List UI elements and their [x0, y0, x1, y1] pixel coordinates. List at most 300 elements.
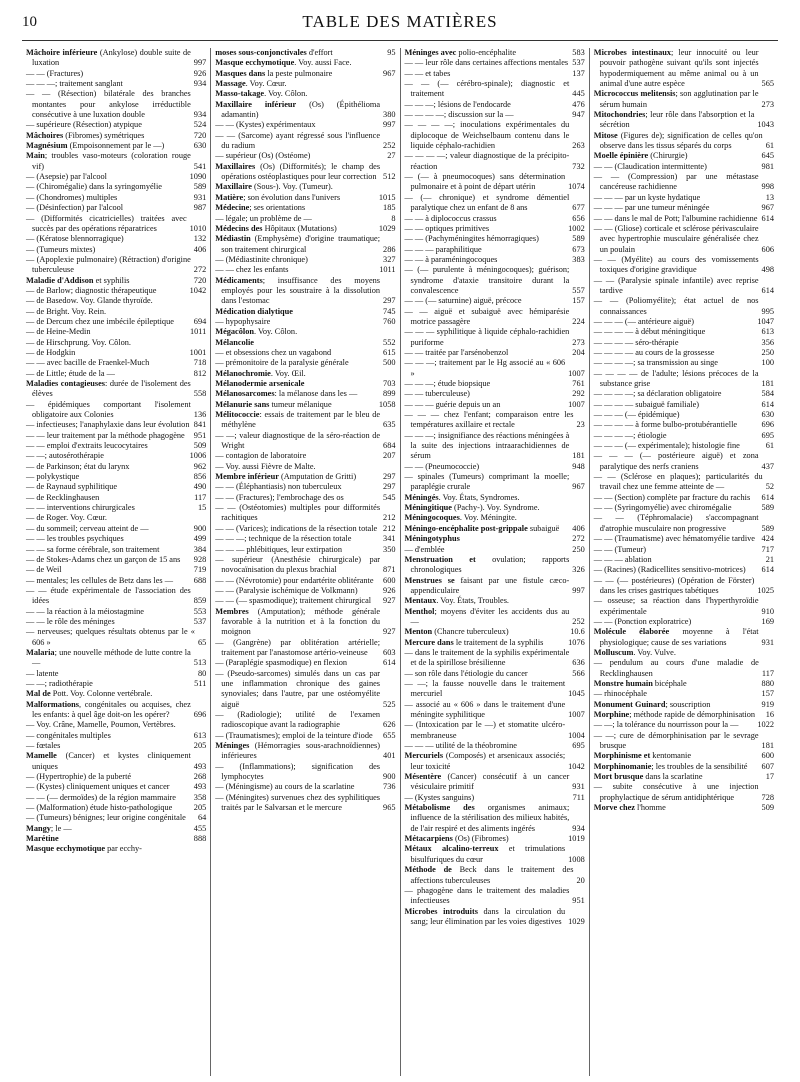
index-entry-page: 512 — [383, 172, 396, 182]
index-entry-text: — — (Résection) bilatérale des branches montantes pour ankylose irréductible consécutive à une luxation double — [26, 89, 191, 120]
index-entry — [215, 79, 395, 89]
index-entry — [215, 317, 395, 327]
index-entry — [215, 596, 395, 606]
index-entry-text: Mésentère (Cancer) consécutif à un cancer vésiculaire primitif — [404, 772, 570, 792]
index-entry-page: 589 — [761, 523, 774, 533]
index-entry-text: Membre inférieur (Amputation de Gritti) — [215, 472, 357, 482]
index-entry — [215, 379, 395, 389]
index-entry-page: 181 — [572, 451, 585, 461]
index-entry — [405, 669, 585, 679]
index-entry-text: Méthode de Beck dans le traitement des affections tuberculeuses — [404, 865, 574, 885]
index-entry-page: 15 — [197, 503, 207, 513]
index-entry — [26, 772, 206, 782]
index-entry-text: — (Tumeurs) bénignes; leur origine congénitale — [26, 813, 186, 823]
index-entry-text: — — dans le mal de Pott; l'albumine rachidienne — [593, 213, 758, 223]
index-entry — [405, 700, 585, 721]
index-entry-text: — —; la tolérance du nourrisson pour la — — [593, 720, 739, 730]
index-entry-text: Méningés. Voy. États, Syndromes. — [404, 492, 520, 502]
index-entry — [594, 420, 774, 430]
index-entry — [405, 865, 585, 886]
index-entry-text: — — (Claudication intermittente) — [593, 161, 707, 171]
index-entry-text: — — —; technique de la résection totale — [215, 534, 352, 544]
index-entry — [26, 131, 206, 141]
index-entry-text: — (Chiromégalie) dans la syringomyélie — [26, 182, 162, 192]
index-entry — [26, 586, 206, 607]
index-entry-page: 1019 — [568, 834, 585, 844]
index-entry — [26, 462, 206, 472]
index-entry — [26, 482, 206, 492]
index-entry-page: 934 — [572, 823, 585, 833]
index-entry — [405, 265, 585, 296]
index-entry — [26, 555, 206, 565]
index-entry-text: Marétine — [26, 834, 59, 844]
index-entry-text: — subite consécutive à une injection prophylactique de sérum antidiphtérique — [593, 782, 759, 802]
index-entry — [594, 131, 774, 152]
index-entry-page: 1010 — [189, 223, 207, 233]
index-entry-text: — pendulum au cours d'une maladie de Recklinghausen — [593, 658, 759, 678]
index-entry-text: Micrococcus melitensis; son agglutination par le sérum humain — [593, 89, 759, 109]
index-entry — [405, 307, 585, 328]
index-entry — [405, 596, 585, 606]
index-entry — [594, 224, 774, 255]
index-entry — [405, 638, 585, 648]
index-entry-page: 613 — [761, 327, 774, 337]
index-entry — [215, 762, 395, 783]
index-entry-text: — Voy. Crâne, Mamelle, Poumon, Vertèbres. — [26, 720, 176, 730]
index-entry-page: 626 — [383, 720, 396, 730]
index-entry-page: 541 — [193, 161, 207, 171]
index-entry-page: 630 — [761, 410, 774, 420]
index-entry-text: — rhinocéphale — [593, 689, 647, 699]
index-entry — [26, 617, 206, 627]
index-entry — [26, 214, 206, 235]
index-entry-text: — légale; un problème de — — [215, 213, 312, 223]
index-entry-page: 1047 — [757, 316, 774, 326]
index-entry-page: 341 — [383, 534, 396, 544]
index-entry-page: 871 — [383, 565, 396, 575]
index-entry — [594, 751, 774, 761]
index-entry-text: — son rôle dans l'étiologie du cancer — [404, 668, 528, 678]
index-entry — [26, 48, 206, 69]
index-entry-text: — — — — subaiguë familiale) — [593, 399, 700, 409]
index-entry-text: — — leur traitement par la méthode phagogène — [26, 430, 185, 440]
index-entry-text: — — (Varices); indications de la résection totale — [215, 523, 378, 533]
index-entry — [215, 431, 395, 452]
index-entry-page: 263 — [572, 141, 585, 151]
index-entry-page: 401 — [383, 751, 396, 761]
index-entry-page: 736 — [383, 782, 396, 792]
index-entry — [594, 327, 774, 337]
index-entry-text: Mitochondries; leur rôle dans l'absorption et la sécrétion — [593, 110, 755, 130]
index-entry-text: Méningo-encéphalite post-grippale subaiguë — [404, 523, 560, 533]
index-entry-page: 1029 — [568, 916, 585, 926]
index-entry — [405, 751, 585, 772]
index-entry-page: 1011 — [189, 327, 207, 337]
index-entry-page: 926 — [193, 68, 207, 78]
index-entry — [405, 348, 585, 358]
index-entry-page: 21 — [765, 554, 774, 564]
index-entry — [594, 493, 774, 503]
index-entry — [405, 741, 585, 751]
index-entry — [215, 534, 395, 544]
index-entry-text: — —; la fausse nouvelle dans le traitement mercuriel — [404, 678, 566, 699]
index-entry-page: 899 — [383, 389, 396, 399]
index-entry-page: 181 — [761, 379, 774, 388]
index-entry-text: — — (Pachyméningites hémorragiques) — [404, 234, 539, 244]
index-entry — [26, 431, 206, 441]
index-entry-page: 962 — [193, 461, 207, 471]
index-entry-text: Mal de Pott. Voy. Colonne vertébrale. — [26, 689, 153, 699]
index-entry — [26, 627, 206, 648]
index-entry-text: — — les troubles psychiques — [26, 534, 124, 544]
index-column-1 — [22, 48, 210, 1076]
index-entry-page: 696 — [761, 420, 774, 430]
index-entry-page: 655 — [383, 730, 396, 740]
index-entry — [26, 803, 206, 813]
index-entry-page: 8 — [391, 213, 396, 223]
index-entry-text: Magnésium (Empoisonnement par le —) — [26, 141, 165, 151]
index-entry-page: 513 — [193, 658, 207, 668]
index-entry-page: 888 — [193, 834, 207, 844]
index-entry — [405, 327, 585, 348]
index-entry — [405, 79, 585, 100]
index-entry — [215, 120, 395, 130]
index-entry-page: 181 — [761, 741, 774, 751]
index-entry-text: — — (Téphromalacie) s'accompagnant d'atrophie musculaire non progressive — [593, 513, 759, 533]
index-entry-text: — de Recklinghausen — [26, 492, 100, 502]
index-entry-text: Masso-takage. Voy. Côlon. — [215, 89, 308, 99]
index-entry-page: 1015 — [378, 192, 396, 202]
index-entry-text: — supérieur (Anesthésie chirurgicale) par novocaïnisation du plexus brachial — [215, 554, 381, 575]
index-entry — [215, 255, 395, 265]
index-entry — [594, 389, 774, 399]
index-entry-text: Masque ecchymotique. Voy. aussi Face. — [215, 58, 352, 68]
index-entry — [215, 89, 395, 99]
index-entry — [26, 751, 206, 772]
index-entry — [594, 731, 774, 752]
index-entry-page: 565 — [761, 79, 774, 89]
index-entry-page: 1011 — [379, 265, 396, 275]
index-entry-text: — (— chronique) et syndrome démentiel paralytique chez un enfant de 8 ans — [404, 192, 570, 213]
index-entry — [594, 296, 774, 317]
index-entry — [405, 389, 585, 399]
index-entry-text: — (Intoxication par le —) et stomatite ulcéro-membraneuse — [404, 720, 566, 740]
index-entry-page: 900 — [383, 772, 396, 782]
index-entry-page: 493 — [193, 782, 207, 792]
index-entry-text: — — (Tumeur) — [593, 544, 646, 554]
index-entry-text: — — étude expérimentale de l'association des idées — [26, 585, 191, 606]
index-column-4 — [589, 48, 778, 1076]
index-entry — [215, 400, 395, 410]
index-entry — [594, 513, 774, 534]
index-entry-text: — — —; traitement sanglant — [26, 79, 123, 89]
index-entry-page: 720 — [193, 275, 207, 285]
index-entry-text: — — (Kystes) expérimentaux — [215, 120, 316, 130]
index-entry-text: — — — chez l'enfant; comparaison entre les températures axillaire et rectale — [404, 410, 574, 430]
index-entry-text: Mégacôlon. Voy. Côlon. — [215, 327, 298, 337]
index-entry-page: 557 — [572, 285, 585, 295]
index-entry — [405, 358, 585, 379]
index-entry — [215, 100, 395, 121]
index-entry — [215, 731, 395, 741]
index-entry — [26, 782, 206, 792]
index-entry-text: — — optiques primitives — [404, 223, 490, 233]
index-entry-page: 297 — [383, 482, 396, 492]
index-entry-text: Moelle épinière (Chirurgie) — [593, 151, 688, 161]
index-entry-text: — phagogène dans le traitement des maladies infectieuses — [404, 885, 570, 906]
index-entry — [26, 607, 206, 617]
index-entry-text: — (Traumatismes); emploi de la teinture d'iode — [215, 730, 373, 740]
index-entry-text: — —; valeur diagnostique de la séro-réaction de Wright — [215, 430, 381, 451]
index-entry-text: Médication dialytique — [215, 306, 293, 316]
index-entry-text: — — — ablation — [593, 554, 652, 564]
index-entry-text: — — —; traitement par le Hg associé au « 606 » — [404, 358, 566, 378]
index-entry — [594, 596, 774, 617]
index-entry-page: 64 — [197, 813, 207, 823]
index-entry — [26, 824, 206, 834]
index-entry-page: 717 — [761, 544, 774, 554]
index-entry-page: 967 — [761, 203, 774, 213]
index-entry-text: — — (Pneumococcie) — [404, 461, 480, 471]
index-entry — [26, 400, 206, 421]
index-entry-text: — — — par une tumeur méningée — [593, 203, 710, 213]
index-entry-page: 384 — [193, 544, 207, 554]
index-entry — [594, 369, 774, 390]
index-entry-page: 157 — [761, 689, 774, 699]
index-entry-page: 919 — [761, 699, 774, 709]
index-entry-text: — (Paraplégie spasmodique) en flexion — [215, 658, 348, 668]
index-entry-text: — de Dercum chez une imbécile épileptique — [26, 316, 174, 326]
index-entry-text: — — (— cérébro-spinale); diagnostic et traitement — [404, 79, 570, 99]
index-entry-page: 383 — [572, 254, 585, 264]
index-entry — [405, 69, 585, 79]
index-entry-text: Morphine; méthode rapide de démorphinisation — [593, 710, 756, 719]
index-entry — [594, 110, 774, 131]
index-entry-text: — — —; insignifiance des réactions méningées à la suite des injections intraarachidiennes de sérum — [404, 430, 570, 461]
index-entry-text: Mangy; le — — [26, 823, 72, 833]
index-entry-text: Médiastin (Emphysème) d'origine traumatique; son traitement chirurgical — [215, 234, 381, 254]
index-entry-page: 204 — [572, 347, 585, 357]
index-entry-page: 1090 — [189, 172, 207, 182]
index-entry — [215, 48, 395, 58]
index-entry-text: — — leur rôle dans certaines affections mentales — [404, 58, 569, 68]
index-entry-page: 695 — [761, 430, 774, 440]
index-entry-text: — de Weil — [26, 565, 62, 575]
index-entry-text: — — avec bacille de Fraenkel-Much — [26, 358, 150, 368]
index-entry — [215, 327, 395, 337]
index-entry-text: Malaria; une nouvelle méthode de lutte contre la — — [26, 647, 191, 668]
index-entry-page: 987 — [193, 203, 207, 213]
page-header — [22, 12, 778, 36]
index-entry-text: — — la réaction à la méiostagmine — [26, 606, 144, 616]
index-entry — [594, 772, 774, 782]
index-entry-text: — — traitée par l'arsénobenzol — [404, 347, 509, 357]
index-entry-page: 688 — [193, 575, 207, 585]
index-entry-page: 1007 — [568, 399, 585, 409]
index-entry-text: Maxillaires (Os) (Difformités); le champ des opérations ostéoplastiques pour leur correction — [215, 161, 381, 182]
index-entry-page: 537 — [572, 58, 585, 68]
index-entry — [215, 545, 395, 555]
index-entry — [594, 617, 774, 627]
index-entry-text: — et obsessions chez un vagabond — [215, 347, 332, 357]
index-entry-page: 745 — [383, 306, 396, 316]
index-entry-page: 613 — [193, 730, 207, 740]
page-title: TABLE DES MATIÈRES — [302, 12, 498, 31]
index-entry — [594, 648, 774, 658]
index-entry — [405, 503, 585, 513]
index-entry-text: — (— à pneumocoques) sans détermination pulmonaire et à point de départ utérin — [404, 172, 566, 192]
index-entry — [215, 193, 395, 203]
index-entry-page: 995 — [761, 306, 774, 316]
index-entry-text: — d'emblée — [404, 544, 445, 554]
index-entry-text: Mélancolie — [215, 337, 254, 347]
index-entry — [215, 493, 395, 503]
index-entry-text: Morphinomanie; les troubles de la sensibilité — [593, 761, 748, 771]
index-entry-text: — de Hirschprung. Voy. Côlon. — [26, 337, 131, 347]
index-entry-text: — nerveuses; quelques résultats obtenus par le « 606 » — [26, 627, 195, 647]
index-entry-text: Mercuriels (Composés) et arsenicaux associés; leur toxicité — [404, 751, 566, 771]
index-entry-page: 509 — [193, 441, 207, 451]
index-entry — [26, 534, 206, 544]
index-entry-page: 931 — [761, 637, 774, 647]
index-entry-page: 583 — [572, 48, 585, 57]
index-entry-page: 947 — [572, 110, 585, 120]
index-entry — [26, 379, 206, 400]
index-entry-text: Maxillaire (Sous-). Voy. (Tumeur). — [215, 182, 333, 192]
index-entry-page: 1043 — [757, 120, 774, 130]
index-entry — [594, 700, 774, 710]
index-entry-text: Molécule élaborée moyenne à l'état physiologique; cause de ses variations — [593, 627, 759, 647]
index-entry-text: — spinales (Tumeurs) comprimant la moelle; paraplégie crurale — [404, 472, 570, 492]
index-entry — [405, 607, 585, 628]
index-entry-text: Microbes introduits dans la circulation du sang; leur élimination par les voies digestives — [404, 906, 566, 926]
index-entry-text: — hypophysaire — [215, 316, 271, 326]
index-entry — [26, 834, 206, 844]
index-entry — [215, 669, 395, 710]
index-entry-page: 951 — [572, 896, 585, 906]
index-entry — [594, 89, 774, 110]
index-entry — [26, 648, 206, 669]
index-entry-text: — — — —; étiologie — [593, 430, 667, 440]
index-entry — [215, 524, 395, 534]
index-entry — [215, 472, 395, 482]
index-entry — [405, 576, 585, 597]
index-entry-page: 694 — [193, 316, 207, 326]
index-entry-text: — — — par un kyste hydatique — [593, 192, 701, 202]
index-entry-text: — — (Poliomyélite); état actuel de nos connaissances — [593, 296, 759, 316]
index-entry-text: — — aiguë et subaiguë avec hémiparésie motrice passagère — [404, 306, 570, 326]
index-entry-page: 677 — [572, 203, 585, 213]
index-entry-page: 1006 — [189, 451, 207, 461]
index-entry-page: 998 — [761, 182, 774, 192]
index-entry-text: — — (Névrotomie) pour endartérite oblitérante — [215, 575, 374, 585]
index-entry — [594, 503, 774, 513]
index-entry-page: 981 — [761, 161, 774, 171]
index-entry-page: 27 — [387, 151, 396, 161]
index-entry-text: — (Méningisme) au cours de la scarlatine — [215, 782, 355, 792]
index-entry-text: — polykystique — [26, 472, 80, 482]
index-entry-page: 553 — [193, 606, 207, 616]
index-entry-text: Mélanurie sans tumeur mélanique — [215, 399, 332, 409]
index-entry — [405, 151, 585, 172]
index-entry-page: 948 — [572, 461, 585, 471]
index-entry-page: 696 — [193, 710, 207, 719]
index-entry — [26, 141, 206, 151]
index-entry-text: — fœtales — [26, 741, 61, 751]
index-entry — [215, 358, 395, 368]
index-entry-text: Morphinisme et kentomanie — [593, 751, 691, 761]
index-entry-text: — (Radiologie); utilité de l'examen radioscopique avant la radiographie — [215, 710, 381, 730]
index-entry — [594, 203, 774, 213]
index-entry — [594, 710, 774, 720]
index-entry-text: Méninges avec polio-encéphalite — [404, 48, 517, 57]
index-entry — [26, 89, 206, 120]
index-entry-page: 967 — [572, 482, 585, 492]
index-entry — [215, 182, 395, 192]
index-entry-text: — — chez les enfants — [215, 265, 289, 275]
index-entry-text: Matière; son évolution dans l'univers — [215, 192, 341, 202]
index-entry-page: 965 — [383, 803, 396, 813]
index-entry-text: Métacarpiens (Os) (Fibromes) — [404, 834, 509, 844]
index-column-2 — [210, 48, 399, 1076]
index-entry — [215, 389, 395, 399]
index-entry-text: Mélanodermie arsenicale — [215, 379, 305, 388]
index-entry — [215, 265, 395, 275]
index-entry-text: — — (Syringomyélie) avec chiromégalie — [593, 503, 732, 513]
index-entry-page: 406 — [572, 523, 585, 533]
index-entry-text: — (Pseudo-sarcomes) simulés dans un cas par une inflammation chronique des gaines synoviales; dans l'autre, par une ostéomyélite aiguë — [215, 668, 381, 709]
index-entry-page: 10.6 — [570, 627, 585, 637]
index-entry — [594, 276, 774, 297]
index-entry-page: 566 — [572, 668, 585, 678]
index-entry-page: 673 — [572, 244, 585, 254]
index-entry-page: 1029 — [378, 223, 396, 233]
index-entry-text: Méningotyphus — [404, 534, 460, 544]
index-entry — [215, 658, 395, 668]
index-entry-page: 684 — [383, 441, 396, 451]
index-entry — [215, 741, 395, 762]
index-entry — [594, 193, 774, 203]
index-entry — [26, 524, 206, 534]
index-entry-text: — (Chondromes) multiples — [26, 192, 118, 202]
index-entry-page: 1025 — [757, 585, 774, 595]
index-entry — [405, 524, 585, 534]
index-entry-page: 1076 — [568, 637, 585, 647]
index-entry-page: 250 — [572, 544, 585, 554]
index-entry-page: 17 — [765, 772, 774, 782]
index-entry-text: — — — (— épidémique) — [593, 410, 680, 420]
index-entry-page: 205 — [193, 803, 207, 813]
index-entry-page: 931 — [572, 782, 585, 792]
index-entry-page: 1058 — [378, 399, 396, 409]
page-number: 10 — [22, 14, 37, 30]
index-entry-page: 1042 — [189, 285, 207, 295]
index-entry-page: 132 — [193, 234, 207, 244]
index-entry-text: — — interventions chirurgicales — [26, 503, 135, 513]
index-entry-text: — — le rôle des méninges — [26, 616, 115, 626]
index-entry-text: — — — — séro-thérapie — [593, 337, 679, 347]
index-entry — [405, 431, 585, 462]
index-entry-page: 607 — [761, 761, 774, 771]
index-entry-page: 272 — [193, 265, 207, 275]
index-entry — [26, 451, 206, 461]
index-entry-text: — (Difformités cicatricielles) traitées avec succès par des opérations réparatrices — [26, 213, 187, 233]
index-entry-text: — (Médiastinite chronique) — [215, 254, 308, 264]
index-entry — [26, 307, 206, 317]
index-entry-text: Mâchoires (Fibromes) symétriques — [26, 130, 145, 140]
index-entry — [215, 69, 395, 79]
index-entry — [405, 907, 585, 928]
